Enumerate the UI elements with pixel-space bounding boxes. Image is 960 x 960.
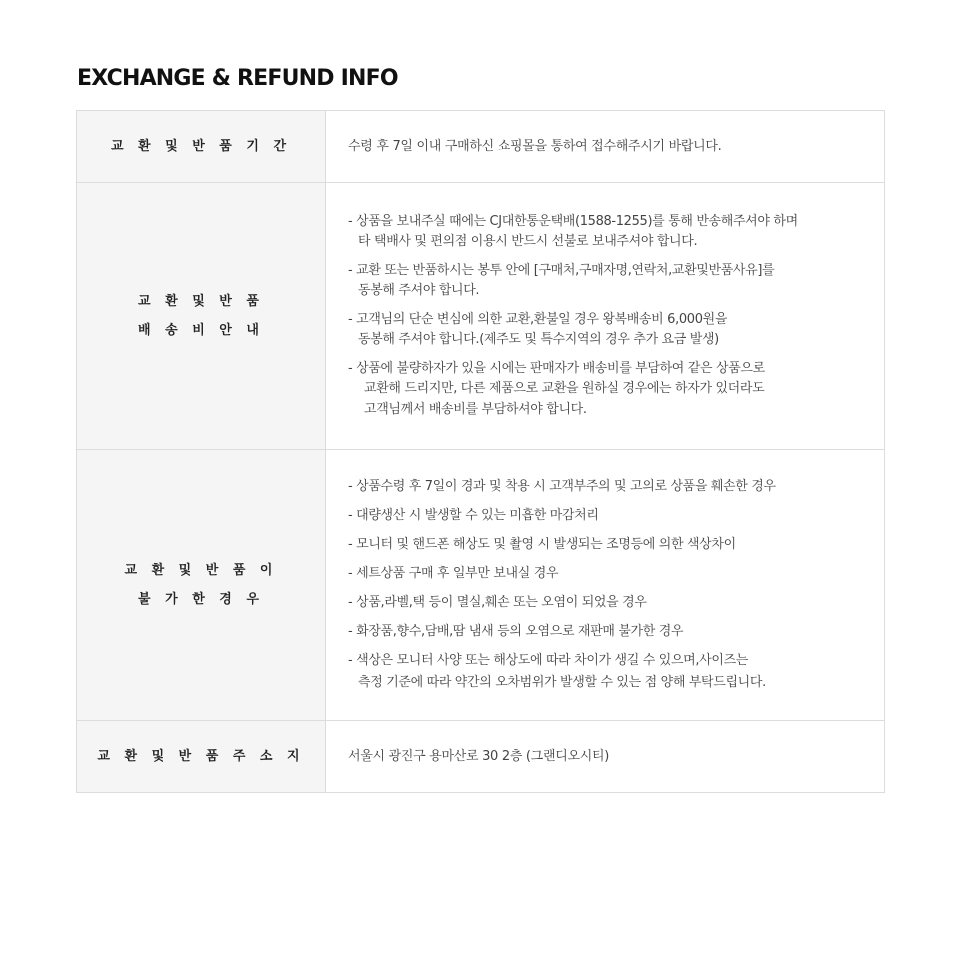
row-content-address <box>326 721 885 793</box>
table-row-period <box>77 111 885 183</box>
table-row-address <box>77 721 885 793</box>
list-item-line: - 색상은 모니터 사양 또는 해상도에 따라 차이가 생길 수 있으며,사이즈는 <box>348 653 748 668</box>
list-item <box>348 505 866 527</box>
list-item <box>348 476 866 498</box>
return-address-text: 서울시 광진구 용마산로 30 2층 (그랜디오시티) <box>348 748 610 764</box>
list-item-line: - 모니터 및 핸드폰 해상도 및 촬영 시 발생되는 조명등에 의한 색상차이 <box>348 537 736 552</box>
list-item-line: - 상품에 불량하자가 있을 시에는 판매자가 배송비를 부담하여 같은 상품으로 <box>348 360 765 376</box>
row-header-address <box>77 721 326 793</box>
list-item <box>348 563 866 585</box>
list-item-line: 동봉해 주셔야 합니다.(제주도 및 특수지역의 경우 추가 요금 발생) <box>358 332 719 348</box>
list-item <box>348 212 866 253</box>
list-item <box>348 359 866 421</box>
list-item-line: - 교환 또는 반품하시는 봉투 안에 [구매처,구매자명,연락처,교환및반품사유]를 <box>348 262 775 278</box>
row-header-line: 불 가 한 경 우 <box>138 592 264 607</box>
list-item-line: 고객님께서 배송비를 부담하셔야 합니다. <box>364 401 587 417</box>
list-item-line: - 대량생산 시 발생할 수 있는 미흡한 마감처리 <box>348 508 599 523</box>
table-row-shipping-fee <box>77 183 885 450</box>
list-item-line: - 고객님의 단순 변심에 의한 교환,환불일 경우 왕복배송비 6,000원을 <box>348 311 728 327</box>
page-title: EXCHANGE & REFUND INFO <box>77 66 398 91</box>
row-header-line: 교 환 및 반 품 주 소 지 <box>97 749 305 764</box>
list-item-line: - 세트상품 구매 후 일부만 보내실 경우 <box>348 566 559 581</box>
list-item-line: - 상품을 보내주실 때에는 CJ대한통운택배(1588-1255)를 통해 반송해주셔야 하며 <box>348 213 798 229</box>
period-text: 수령 후 7일 이내 구매하신 쇼핑몰을 통하여 접수해주시기 바랍니다. <box>348 138 722 154</box>
not-allowed-list <box>348 476 866 694</box>
list-item-line: 타 택배사 및 편의점 이용시 반드시 선불로 보내주셔야 합니다. <box>358 234 698 250</box>
shipping-fee-list <box>348 212 866 421</box>
list-item-line: - 상품,라벨,택 등이 멸실,훼손 또는 오염이 되었을 경우 <box>348 595 647 610</box>
row-header-line: 교 환 및 반 품 <box>138 294 264 309</box>
row-header-period <box>77 111 326 183</box>
list-item <box>348 534 866 556</box>
list-item-line: - 화장품,향수,담배,땀 냄새 등의 오염으로 재판매 불가한 경우 <box>348 624 684 639</box>
exchange-refund-table <box>76 110 885 793</box>
list-item-line: 측정 기준에 따라 약간의 오차범위가 발생할 수 있는 점 양해 부탁드립니다. <box>358 675 766 690</box>
list-item <box>348 310 866 351</box>
list-item-line: 동봉해 주셔야 합니다. <box>358 283 480 299</box>
row-content-period <box>326 111 885 183</box>
row-header-line: 교 환 및 반 품 기 간 <box>110 139 292 154</box>
table-row-not-allowed <box>77 450 885 721</box>
list-item-line: 교환해 드리지만, 다른 제품으로 교환을 원하실 경우에는 하자가 있더라도 <box>364 381 765 397</box>
row-content-shipping-fee <box>326 183 885 450</box>
row-content-not-allowed <box>326 450 885 721</box>
row-header-line: 교 환 및 반 품 이 <box>124 563 278 578</box>
list-item <box>348 592 866 614</box>
list-item <box>348 650 866 694</box>
row-header-shipping-fee <box>77 183 326 450</box>
list-item-line: - 상품수령 후 7일이 경과 및 착용 시 고객부주의 및 고의로 상품을 훼손한 경우 <box>348 479 776 494</box>
list-item <box>348 621 866 643</box>
row-header-not-allowed <box>77 450 326 721</box>
row-header-line: 배 송 비 안 내 <box>138 323 264 338</box>
list-item <box>348 261 866 302</box>
